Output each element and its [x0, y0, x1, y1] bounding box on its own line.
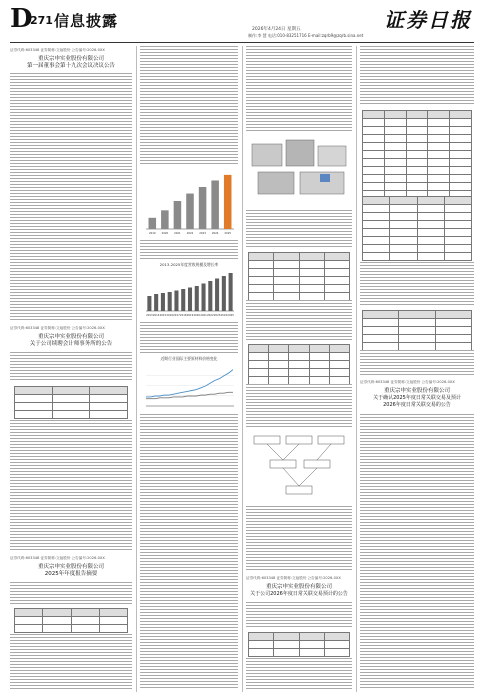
data-table [362, 196, 472, 261]
bar [224, 175, 232, 229]
bar [202, 284, 206, 312]
body-text [10, 352, 132, 382]
bar [147, 296, 151, 311]
body-text [246, 384, 352, 428]
notice-company: 重庆宗申实业股份有限公司 [37, 564, 104, 570]
series-line [146, 392, 233, 398]
body-text [140, 240, 238, 260]
bar [174, 291, 178, 312]
bar [168, 292, 172, 311]
tick-label: 2017 [173, 314, 180, 317]
tick-label: 2025 [224, 232, 232, 235]
tick-label: 2019 [186, 314, 194, 317]
body-text [140, 322, 238, 354]
bar [181, 289, 185, 311]
column-divider [136, 46, 137, 692]
tick-label: 2024 [211, 232, 219, 235]
column-divider [242, 46, 243, 692]
column-2 [140, 46, 238, 692]
notice-company: 重庆宗申实业股份有限公司 [37, 56, 104, 62]
flow-diagram [248, 432, 350, 502]
bar [215, 279, 219, 312]
notice-title: 关于公司2026年度日常关联交易预计的公告 [250, 591, 348, 597]
bar [174, 201, 182, 229]
chart-bar-revenue [142, 268, 236, 318]
notice-code: 证券代码:603348 证券简称:文灿股份 公告编号:2026-0XX [10, 48, 105, 52]
body-text [246, 658, 352, 690]
notice-company: 重庆宗申实业股份有限公司 [383, 388, 450, 394]
chart-bar-recent [142, 170, 236, 236]
data-table [362, 310, 472, 351]
bar [208, 281, 212, 311]
tick-label: 2016 [166, 314, 173, 317]
data-table [248, 252, 350, 301]
notice-title: 2026年度日常关联交易的公告 [383, 402, 451, 408]
section-letter: D [10, 4, 33, 34]
tick-label: 2022 [207, 314, 214, 317]
chart-title: 2013-2025年度营收规模及增长率 [159, 262, 219, 267]
bar [186, 194, 194, 229]
chart-title: 近期行业国际主要原材料价格变化 [160, 356, 218, 361]
bar [161, 210, 169, 229]
issue-date: 2026年4月24日 星期五 [252, 27, 301, 32]
bar [195, 286, 199, 311]
tick-label: 2013 [146, 314, 153, 317]
notice-title: 第一届董事会第十九次会议决议公告 [26, 63, 115, 69]
bar [229, 273, 233, 311]
tick-label: 2022 [186, 232, 194, 235]
data-table [248, 632, 350, 657]
masthead-rule [10, 42, 474, 43]
bar [188, 288, 192, 312]
tick-label: 2020 [161, 232, 169, 235]
data-table [14, 386, 128, 419]
body-text [246, 506, 352, 572]
tick-label: 2021 [174, 232, 181, 235]
bar [222, 276, 226, 311]
chart-line-prices [142, 362, 236, 410]
tick-label: 2014 [152, 314, 160, 317]
column-3 [246, 46, 352, 692]
bar [211, 180, 219, 229]
notice-code: 证券代码:603348 证券简称:文灿股份 公告编号:2026-0XX [10, 326, 105, 330]
notice-title: 2025年年度报告摘要 [44, 571, 98, 577]
body-text [246, 210, 352, 248]
tick-label: 2025 [227, 314, 234, 317]
paper-logo: 证券日报 [384, 8, 472, 32]
bar [199, 187, 207, 229]
body-text [140, 46, 238, 166]
body-text [140, 414, 238, 690]
body-text [360, 262, 474, 306]
body-text [10, 582, 132, 604]
data-table [362, 110, 472, 199]
page-number: 271 [30, 14, 53, 27]
tick-label: 2018 [179, 314, 187, 317]
body-text [360, 350, 474, 376]
body-text [246, 602, 352, 628]
column-divider [356, 46, 357, 692]
notice-title: 关于公司续聘会计师事务所的公告 [29, 341, 113, 347]
tick-label: 2023 [213, 314, 221, 317]
column-1 [10, 46, 132, 692]
contact-line: 制作:李 慧 电话:010-83251716 E-mail:zqrb9@zqrb.sina.net [248, 33, 364, 38]
bar [161, 293, 165, 311]
tick-label: 2020 [193, 314, 201, 317]
body-text [10, 73, 132, 321]
notice-company: 重庆宗申实业股份有限公司 [265, 584, 332, 590]
section-name: 信息披露 [54, 12, 119, 30]
bar [149, 218, 157, 229]
body-text [246, 46, 352, 132]
column-4 [360, 46, 474, 692]
body-text [360, 414, 474, 690]
tick-label: 2015 [159, 314, 167, 317]
body-text [10, 634, 132, 690]
body-text [360, 46, 474, 106]
tick-label: 2023 [199, 232, 206, 235]
masthead [0, 0, 484, 36]
body-text [246, 300, 352, 340]
tick-label: 2024 [220, 314, 228, 317]
notice-code: 证券代码:603348 证券简称:文灿股份 公告编号:2026-0XX [10, 556, 105, 560]
data-table [14, 608, 128, 633]
tick-label: 2019 [148, 232, 156, 235]
notice-code: 证券代码:603348 证券简称:文灿股份 公告编号:2026-0XX [246, 576, 341, 580]
notice-code: 证券代码:603348 证券简称:文灿股份 公告编号:2026-0XX [360, 380, 455, 384]
tick-label: 2021 [200, 314, 207, 317]
bar [154, 294, 158, 311]
notice-title: 关于确认2025年度日常关联交易及预计 [373, 395, 461, 401]
notice-company: 重庆宗申实业股份有限公司 [37, 334, 104, 340]
product-diagram [248, 136, 350, 206]
body-text [10, 420, 132, 552]
data-table [248, 344, 350, 385]
